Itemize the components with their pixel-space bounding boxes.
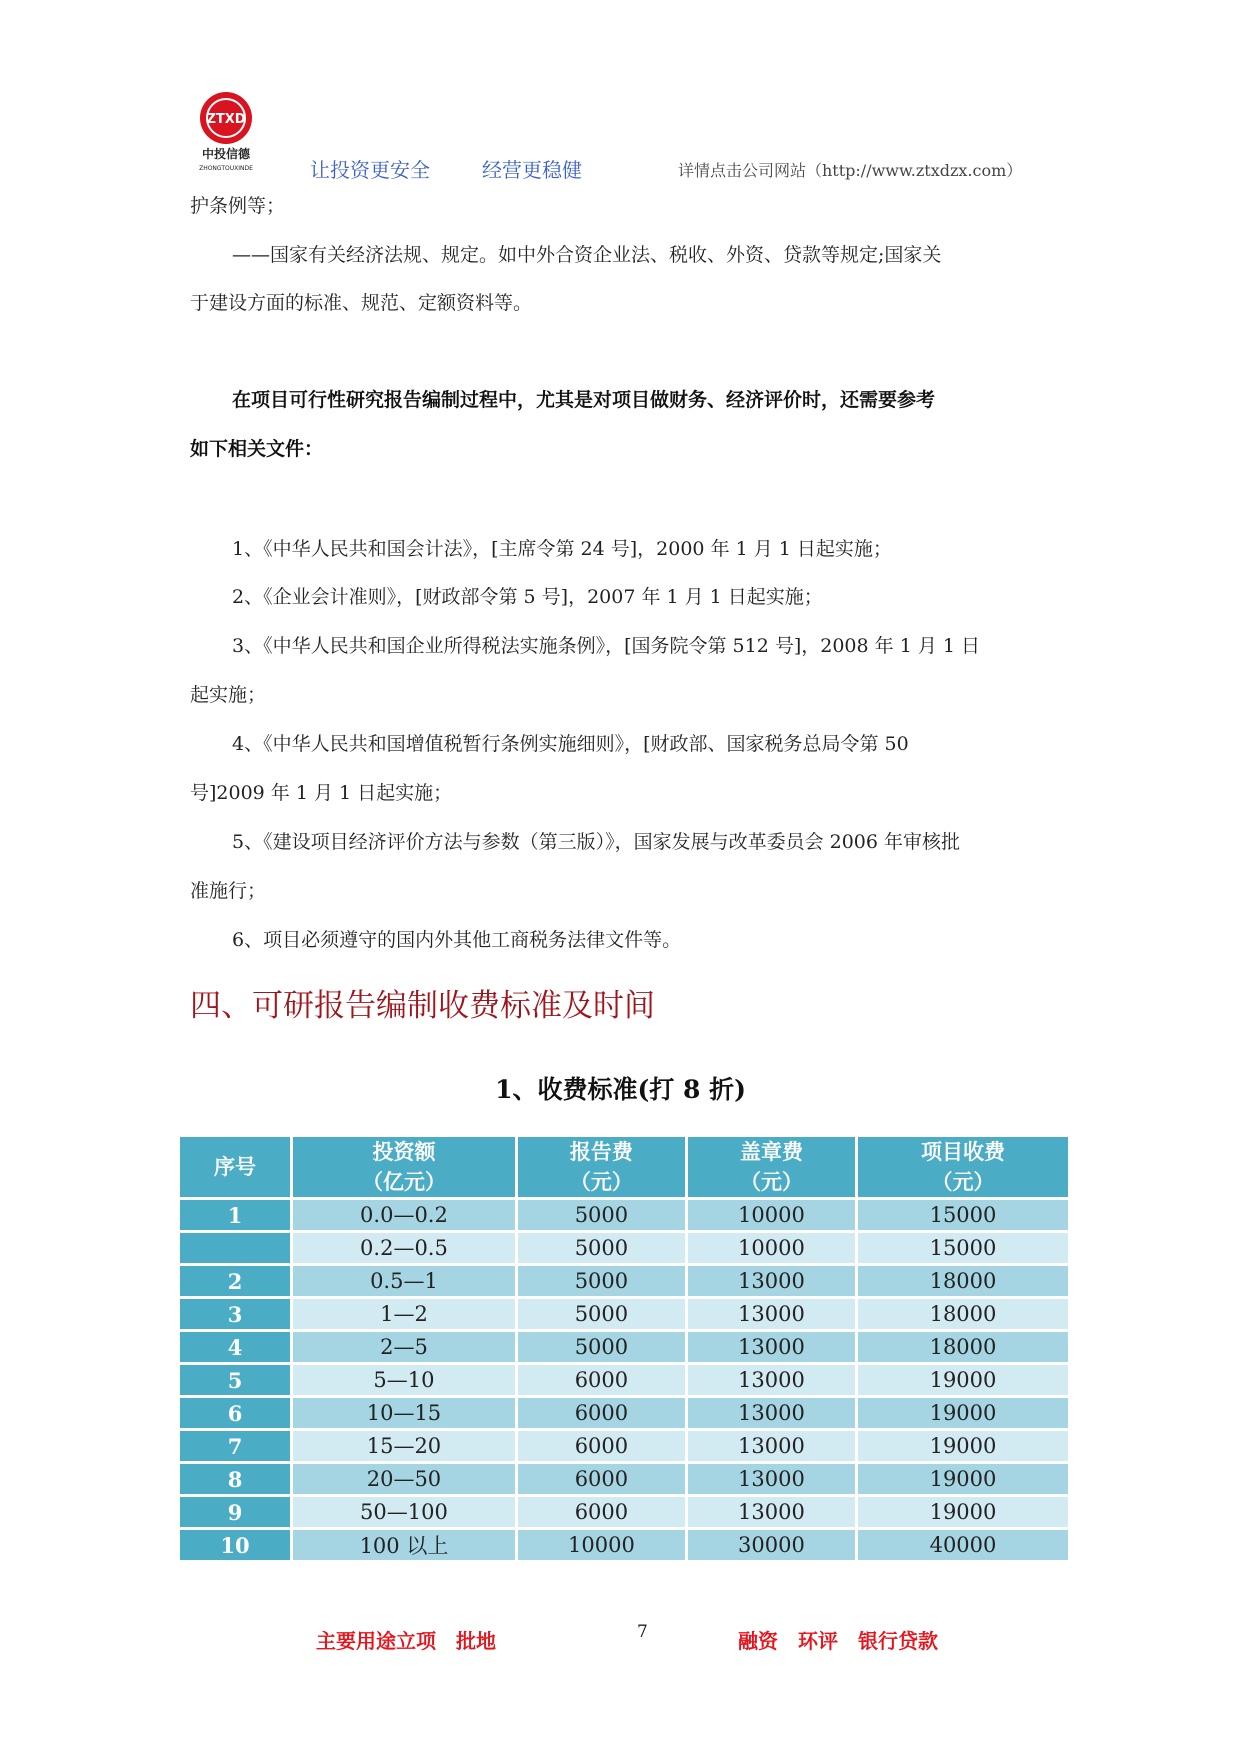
- cell-no: 7: [180, 1431, 290, 1461]
- cell-project-fee: 19000: [858, 1398, 1068, 1428]
- cell-no: 8: [180, 1464, 290, 1494]
- cell-project-fee: 19000: [858, 1497, 1068, 1527]
- header-investment: 投资额 （亿元）: [293, 1137, 515, 1197]
- table-row: [180, 1464, 1068, 1494]
- cell-no: 4: [180, 1332, 290, 1362]
- slogan-safe-investment: 让投资更安全: [310, 158, 430, 182]
- cell-no: [180, 1233, 290, 1263]
- cell-project-fee: 40000: [858, 1530, 1068, 1560]
- reference-item: 2、《企业会计准则》，[财政部令第 5 号]，2007 年 1 月 1 日起实施；: [232, 586, 823, 608]
- reference-item-cont: 号]2009 年 1 月 1 日起实施；: [190, 782, 453, 804]
- table-row: [180, 1530, 1068, 1560]
- cell-stamp-fee: 10000: [688, 1233, 855, 1263]
- cell-report-fee: 6000: [518, 1398, 685, 1428]
- reference-item-cont: 起实施；: [190, 684, 267, 706]
- cell-report-fee: 5000: [518, 1299, 685, 1329]
- cell-report-fee: 6000: [518, 1365, 685, 1395]
- cell-report-fee: 5000: [518, 1332, 685, 1362]
- cell-investment: 20—50: [293, 1464, 515, 1494]
- cell-investment: 5—10: [293, 1365, 515, 1395]
- cell-report-fee: 5000: [518, 1200, 685, 1230]
- cell-investment: 50—100: [293, 1497, 515, 1527]
- footer-right: 融资 环评 银行贷款: [738, 1629, 938, 1653]
- cell-no: 5: [180, 1365, 290, 1395]
- table-row: [180, 1299, 1068, 1329]
- cell-stamp-fee: 13000: [688, 1365, 855, 1395]
- header-report-fee: 报告费 （元）: [518, 1137, 685, 1197]
- fee-table: [177, 1134, 1071, 1563]
- cell-report-fee: 5000: [518, 1266, 685, 1296]
- header-no: 序号: [180, 1137, 290, 1197]
- section-heading: 四、可研报告编制收费标准及时间: [190, 988, 655, 1024]
- cell-report-fee: 6000: [518, 1497, 685, 1527]
- cell-project-fee: 19000: [858, 1431, 1068, 1461]
- cell-no: 3: [180, 1299, 290, 1329]
- cell-project-fee: 18000: [858, 1299, 1068, 1329]
- cell-project-fee: 15000: [858, 1233, 1068, 1263]
- reference-item: 5、《建设项目经济评价方法与参数（第三版）》，国家发展与改革委员会 2006 年审核批: [232, 831, 961, 853]
- logo-subcaption: ZHONGTOUXINDE: [199, 165, 253, 172]
- table-title: 1、收费标准(打 8 折): [495, 1075, 746, 1104]
- text-line: 于建设方面的标准、规范、定额资料等。: [190, 292, 533, 314]
- cell-stamp-fee: 10000: [688, 1200, 855, 1230]
- header-project-fee: 项目收费 （元）: [858, 1137, 1068, 1197]
- table-header-row: [180, 1137, 1068, 1197]
- reference-item: 3、《中华人民共和国企业所得税法实施条例》，[国务院令第 512 号]，2008 年 1 月 1 日: [232, 635, 980, 657]
- cell-no: 6: [180, 1398, 290, 1428]
- table-row: [180, 1200, 1068, 1230]
- cell-no: 9: [180, 1497, 290, 1527]
- cell-stamp-fee: 13000: [688, 1464, 855, 1494]
- cell-investment: 100 以上: [293, 1530, 515, 1560]
- cell-investment: 0.0—0.2: [293, 1200, 515, 1230]
- slogan-steady-operation: 经营更稳健: [482, 158, 582, 182]
- bold-paragraph: 在项目可行性研究报告编制过程中，尤其是对项目做财务、经济评价时，还需要参考: [232, 389, 936, 411]
- cell-report-fee: 10000: [518, 1530, 685, 1560]
- cell-project-fee: 18000: [858, 1266, 1068, 1296]
- cell-report-fee: 5000: [518, 1233, 685, 1263]
- table-row: [180, 1233, 1068, 1263]
- company-website-link[interactable]: 详情点击公司网站（http://www.ztxdzx.com）: [678, 161, 1023, 180]
- cell-investment: 2—5: [293, 1332, 515, 1362]
- reference-item: 6、项目必须遵守的国内外其他工商税务法律文件等。: [232, 929, 682, 951]
- table-row: [180, 1398, 1068, 1428]
- cell-investment: 15—20: [293, 1431, 515, 1461]
- cell-project-fee: 19000: [858, 1365, 1068, 1395]
- logo-emblem: [186, 88, 266, 174]
- reference-item: 1、《中华人民共和国会计法》，[主席令第 24 号]，2000 年 1 月 1 日起实施；: [232, 538, 892, 560]
- table-row: [180, 1497, 1068, 1527]
- text-line: ——国家有关经济法规、规定。如中外合资企业法、税收、外资、贷款等规定;国家关: [232, 244, 942, 266]
- cell-investment: 1—2: [293, 1299, 515, 1329]
- cell-project-fee: 15000: [858, 1200, 1068, 1230]
- bold-paragraph: 如下相关文件：: [190, 438, 324, 460]
- company-logo: [186, 88, 266, 174]
- cell-no: 1: [180, 1200, 290, 1230]
- cell-stamp-fee: 30000: [688, 1530, 855, 1560]
- cell-no: 10: [180, 1530, 290, 1560]
- table-row: [180, 1332, 1068, 1362]
- cell-report-fee: 6000: [518, 1464, 685, 1494]
- reference-item-cont: 准施行；: [190, 880, 267, 902]
- cell-stamp-fee: 13000: [688, 1299, 855, 1329]
- cell-stamp-fee: 13000: [688, 1266, 855, 1296]
- cell-project-fee: 19000: [858, 1464, 1068, 1494]
- cell-stamp-fee: 13000: [688, 1398, 855, 1428]
- cell-investment: 0.5—1: [293, 1266, 515, 1296]
- header-stamp-fee: 盖章费 （元）: [688, 1137, 855, 1197]
- cell-report-fee: 6000: [518, 1431, 685, 1461]
- cell-stamp-fee: 13000: [688, 1497, 855, 1527]
- cell-stamp-fee: 13000: [688, 1332, 855, 1362]
- text-line: 护条例等；: [190, 195, 286, 217]
- cell-investment: 0.2—0.5: [293, 1233, 515, 1263]
- table-row: [180, 1431, 1068, 1461]
- cell-project-fee: 18000: [858, 1332, 1068, 1362]
- logo-caption: 中投信德: [201, 147, 251, 161]
- reference-item: 4、《中华人民共和国增值税暂行条例实施细则》，[财政部、国家税务总局令第 50: [232, 733, 909, 755]
- cell-no: 2: [180, 1266, 290, 1296]
- cell-investment: 10—15: [293, 1398, 515, 1428]
- logo-text: ZTXD: [206, 112, 246, 127]
- footer-left: 主要用途立项 批地: [316, 1629, 496, 1653]
- table-row: [180, 1365, 1068, 1395]
- table-row: [180, 1266, 1068, 1296]
- cell-stamp-fee: 13000: [688, 1431, 855, 1461]
- page-number: 7: [637, 1622, 648, 1642]
